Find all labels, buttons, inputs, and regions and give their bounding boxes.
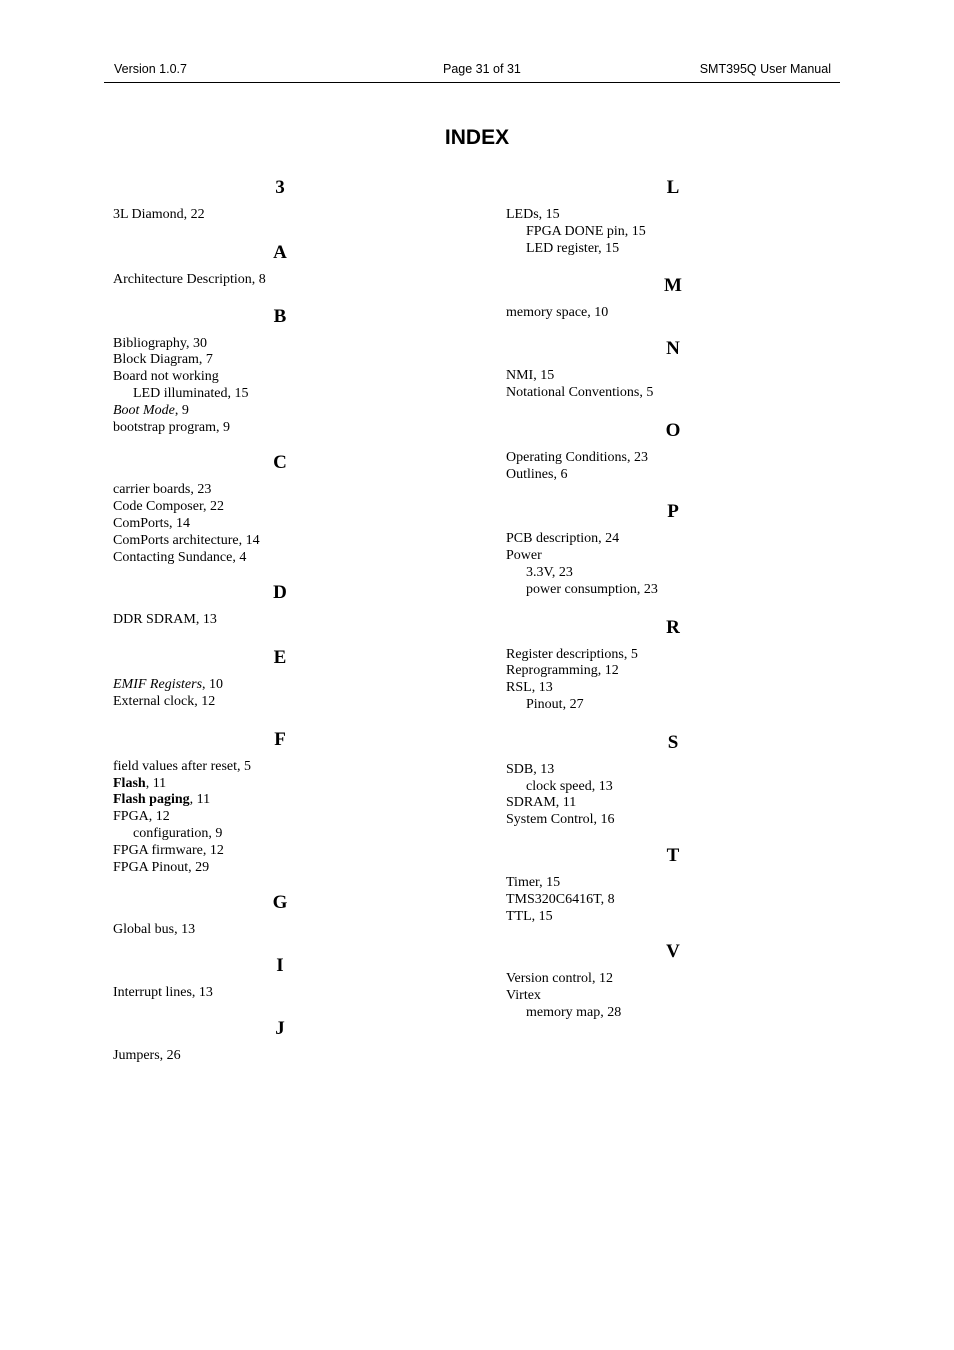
- entry-term: Version control: [506, 971, 592, 987]
- index-subentry: [506, 565, 846, 582]
- index-section-v: [506, 941, 846, 1021]
- index-column-right: [506, 177, 846, 1022]
- entry-term: LED register: [526, 240, 599, 256]
- entry-term: Block Diagram: [113, 352, 199, 368]
- entry-page-ref: , 15: [531, 908, 553, 924]
- index-entry: [113, 369, 453, 386]
- section-letter-heading: A: [273, 241, 287, 263]
- index-section-e: [113, 647, 453, 711]
- section-letter-heading: P: [667, 501, 679, 523]
- index-subentry: [506, 224, 846, 241]
- entry-page-ref: , 8: [251, 271, 266, 287]
- entry-term: FPGA Pinout: [113, 859, 189, 875]
- index-entry: [506, 368, 846, 385]
- index-section-p: [506, 501, 846, 598]
- entry-page-ref: , 13: [191, 985, 213, 1001]
- entry-term: Flash paging: [113, 792, 190, 808]
- entry-term: Power: [506, 548, 542, 564]
- entry-page-ref: , 15: [539, 874, 561, 890]
- section-letter-heading: B: [273, 305, 287, 327]
- index-entry: [506, 762, 846, 779]
- index-entry: [506, 988, 846, 1005]
- entry-term: Board not working: [113, 369, 219, 385]
- entry-page-ref: , 13: [591, 778, 613, 794]
- index-entry: [113, 533, 453, 550]
- index-entry: [506, 909, 846, 926]
- entry-term: External clock: [113, 693, 195, 709]
- index-section-a: [113, 242, 453, 289]
- section-letter-heading: L: [666, 177, 680, 198]
- header-document-title: SMT395Q User Manual: [699, 62, 831, 76]
- section-letter-heading: N: [666, 338, 680, 360]
- index-entry: [113, 499, 453, 516]
- entry-page-ref: , 12: [591, 971, 613, 987]
- entry-page-ref: , 23: [636, 581, 658, 597]
- index-entry: [113, 207, 453, 224]
- entry-page-ref: , 15: [598, 240, 620, 256]
- entry-term: clock speed: [526, 778, 592, 794]
- entry-term: Reprogramming: [506, 663, 598, 679]
- section-letter-heading: D: [273, 582, 287, 604]
- index-entry: [506, 450, 846, 467]
- index-entry: [113, 550, 453, 567]
- entry-term: Pinout: [526, 696, 563, 712]
- index-entry: [506, 875, 846, 892]
- index-entry: [113, 612, 453, 629]
- index-entry: [506, 207, 846, 224]
- entry-term: Boot Mode: [113, 402, 175, 418]
- entry-page-ref: , 8: [600, 891, 615, 907]
- entry-term: memory space: [506, 305, 588, 321]
- entry-page-ref: , 23: [551, 564, 573, 580]
- index-section-m: [506, 275, 846, 322]
- index-subentry: [113, 826, 453, 843]
- section-letter-heading: V: [666, 941, 680, 963]
- entry-page-ref: , 15: [533, 368, 555, 384]
- entry-term: RSL: [506, 680, 532, 696]
- entry-term: Architecture Description: [113, 271, 252, 287]
- index-subentry: [506, 582, 846, 599]
- entry-page-ref: , 13: [531, 680, 553, 696]
- section-letter-heading: S: [667, 731, 679, 753]
- index-entry: [113, 985, 453, 1002]
- index-section-o: [506, 420, 846, 484]
- index-entry: [113, 922, 453, 939]
- index-entry: [506, 647, 846, 664]
- index-subentry: [113, 386, 453, 403]
- index-entry: [506, 892, 846, 909]
- entry-term: EMIF Registers: [113, 677, 203, 693]
- index-entry: [506, 663, 846, 680]
- entry-term: 3.3V: [526, 564, 552, 580]
- index-section-l: [506, 177, 846, 257]
- entry-page-ref: , 27: [562, 696, 584, 712]
- entry-term: configuration: [133, 825, 209, 841]
- index-section-3: [113, 177, 453, 224]
- index-entry: [113, 792, 453, 809]
- index-entry: [506, 385, 846, 402]
- index-entry: [113, 336, 453, 353]
- index-entry: [113, 776, 453, 793]
- section-letter-heading: M: [664, 275, 682, 297]
- entry-term: Register descriptions: [506, 646, 624, 662]
- entry-term: Outlines: [506, 466, 554, 482]
- index-entry: [506, 531, 846, 548]
- entry-page-ref: , 23: [190, 482, 212, 498]
- entry-page-ref: , 11: [189, 792, 211, 808]
- entry-term: field values after reset: [113, 758, 237, 774]
- entry-term: carrier boards: [113, 482, 191, 498]
- entry-page-ref: , 11: [555, 795, 577, 811]
- entry-term: ComPorts architecture: [113, 532, 239, 548]
- entry-page-ref: , 22: [203, 499, 225, 515]
- section-letter-heading: O: [665, 419, 681, 441]
- section-letter-heading: T: [666, 844, 680, 866]
- entry-page-ref: , 15: [227, 385, 249, 401]
- entry-term: FPGA firmware: [113, 842, 203, 858]
- entry-term: ComPorts: [113, 515, 170, 531]
- index-subentry: [506, 779, 846, 796]
- entry-term: Code Composer: [113, 499, 204, 515]
- entry-page-ref: , 9: [208, 825, 223, 841]
- index-column-left: [113, 177, 453, 1065]
- index-section-d: [113, 582, 453, 629]
- entry-term: TTL: [506, 908, 532, 924]
- index-entry: [113, 1048, 453, 1065]
- entry-page-ref: , 28: [600, 1004, 622, 1020]
- entry-page-ref: , 12: [194, 693, 216, 709]
- entry-term: Virtex: [506, 988, 541, 1004]
- entry-page-ref: , 4: [232, 549, 247, 565]
- entry-page-ref: , 26: [159, 1047, 181, 1063]
- entry-term: DDR SDRAM: [113, 612, 196, 628]
- entry-term: SDRAM: [506, 795, 556, 811]
- entry-page-ref: , 5: [639, 384, 654, 400]
- entry-page-ref: , 9: [174, 402, 189, 418]
- page-header: [104, 60, 840, 83]
- entry-page-ref: , 9: [216, 419, 231, 435]
- entry-term: bootstrap program: [113, 419, 217, 435]
- entry-page-ref: , 14: [238, 532, 260, 548]
- index-entry: [506, 812, 846, 829]
- index-subentry: [506, 241, 846, 258]
- index-entry: [506, 680, 846, 697]
- entry-page-ref: , 12: [148, 809, 170, 825]
- section-letter-heading: I: [276, 955, 284, 977]
- entry-page-ref: , 5: [623, 646, 638, 662]
- entry-term: Flash: [113, 775, 146, 791]
- entry-term: Operating Conditions: [506, 449, 627, 465]
- entry-term: Interrupt lines: [113, 985, 192, 1001]
- entry-page-ref: , 15: [538, 207, 560, 222]
- header-version: Version 1.0.7: [114, 62, 187, 76]
- index-section-t: [506, 845, 846, 925]
- index-entry: [113, 403, 453, 420]
- entry-term: Jumpers: [113, 1047, 160, 1063]
- entry-page-ref: , 5: [237, 758, 251, 774]
- entry-page-ref: , 7: [198, 352, 213, 368]
- index-entry: [506, 548, 846, 565]
- index-section-r: [506, 617, 846, 714]
- index-section-c: [113, 452, 453, 566]
- entry-term: FPGA DONE pin: [526, 223, 625, 239]
- entry-page-ref: , 24: [598, 531, 620, 547]
- entry-term: Bibliography: [113, 335, 186, 351]
- entry-term: Contacting Sundance: [113, 549, 233, 565]
- index-subentry: [506, 1005, 846, 1022]
- entry-term: Notational Conventions: [506, 384, 640, 400]
- index-section-s: [506, 732, 846, 829]
- entry-page-ref: , 16: [593, 812, 615, 828]
- section-letter-heading: C: [273, 452, 287, 474]
- entry-page-ref: , 6: [553, 466, 568, 482]
- index-entry: [113, 809, 453, 826]
- entry-term: Global bus: [113, 922, 175, 938]
- index-section-i: [113, 955, 453, 1002]
- index-entry: [506, 305, 846, 322]
- entry-page-ref: , 23: [626, 449, 648, 465]
- index-entry: [113, 516, 453, 533]
- entry-term: Timer: [506, 874, 540, 890]
- index-entry: [113, 420, 453, 437]
- entry-page-ref: , 10: [202, 677, 224, 693]
- index-title: INDEX: [444, 126, 510, 149]
- entry-term: 3L Diamond: [113, 207, 184, 222]
- index-entry: [113, 759, 453, 776]
- index-entry: [113, 482, 453, 499]
- section-letter-heading: G: [272, 892, 288, 914]
- entry-page-ref: , 11: [145, 775, 167, 791]
- entry-page-ref: , 22: [183, 207, 205, 222]
- entry-page-ref: , 10: [587, 305, 609, 321]
- section-letter-heading: E: [273, 647, 287, 669]
- section-letter-heading: R: [666, 616, 680, 638]
- index-section-b: [113, 306, 453, 437]
- section-letter-heading: J: [275, 1017, 285, 1039]
- entry-page-ref: , 13: [174, 922, 196, 938]
- entry-term: FPGA: [113, 809, 149, 825]
- section-letter-heading: 3: [275, 177, 285, 198]
- header-page-number: Page 31 of 31: [443, 62, 521, 76]
- entry-page-ref: , 30: [185, 335, 207, 351]
- index-entry: [506, 795, 846, 812]
- entry-term: power consumption: [526, 581, 637, 597]
- entry-term: LEDs: [506, 207, 539, 222]
- index-section-j: [113, 1018, 453, 1065]
- entry-page-ref: , 13: [533, 761, 555, 777]
- entry-term: System Control: [506, 812, 594, 828]
- entry-term: TMS320C6416T: [506, 891, 601, 907]
- index-entry: [506, 467, 846, 484]
- entry-term: SDB: [506, 761, 534, 777]
- entry-page-ref: , 13: [195, 612, 217, 628]
- index-entry: [506, 971, 846, 988]
- index-entry: [113, 272, 453, 289]
- index-entry: [113, 860, 453, 877]
- index-entry: [113, 352, 453, 369]
- entry-term: memory map: [526, 1004, 601, 1020]
- entry-term: LED illuminated: [133, 385, 228, 401]
- section-letter-heading: F: [274, 728, 286, 750]
- entry-term: PCB description: [506, 531, 599, 547]
- index-subentry: [506, 697, 846, 714]
- entry-page-ref: , 12: [202, 842, 224, 858]
- entry-page-ref: , 15: [624, 223, 646, 239]
- index-entry: [113, 843, 453, 860]
- entry-term: NMI: [506, 368, 534, 384]
- index-section-f: [113, 729, 453, 877]
- index-entry: [113, 677, 453, 694]
- index-section-g: [113, 892, 453, 939]
- entry-page-ref: , 12: [597, 663, 619, 679]
- entry-page-ref: , 29: [188, 859, 210, 875]
- entry-page-ref: , 14: [169, 515, 191, 531]
- index-entry: [113, 694, 453, 711]
- index-section-n: [506, 338, 846, 402]
